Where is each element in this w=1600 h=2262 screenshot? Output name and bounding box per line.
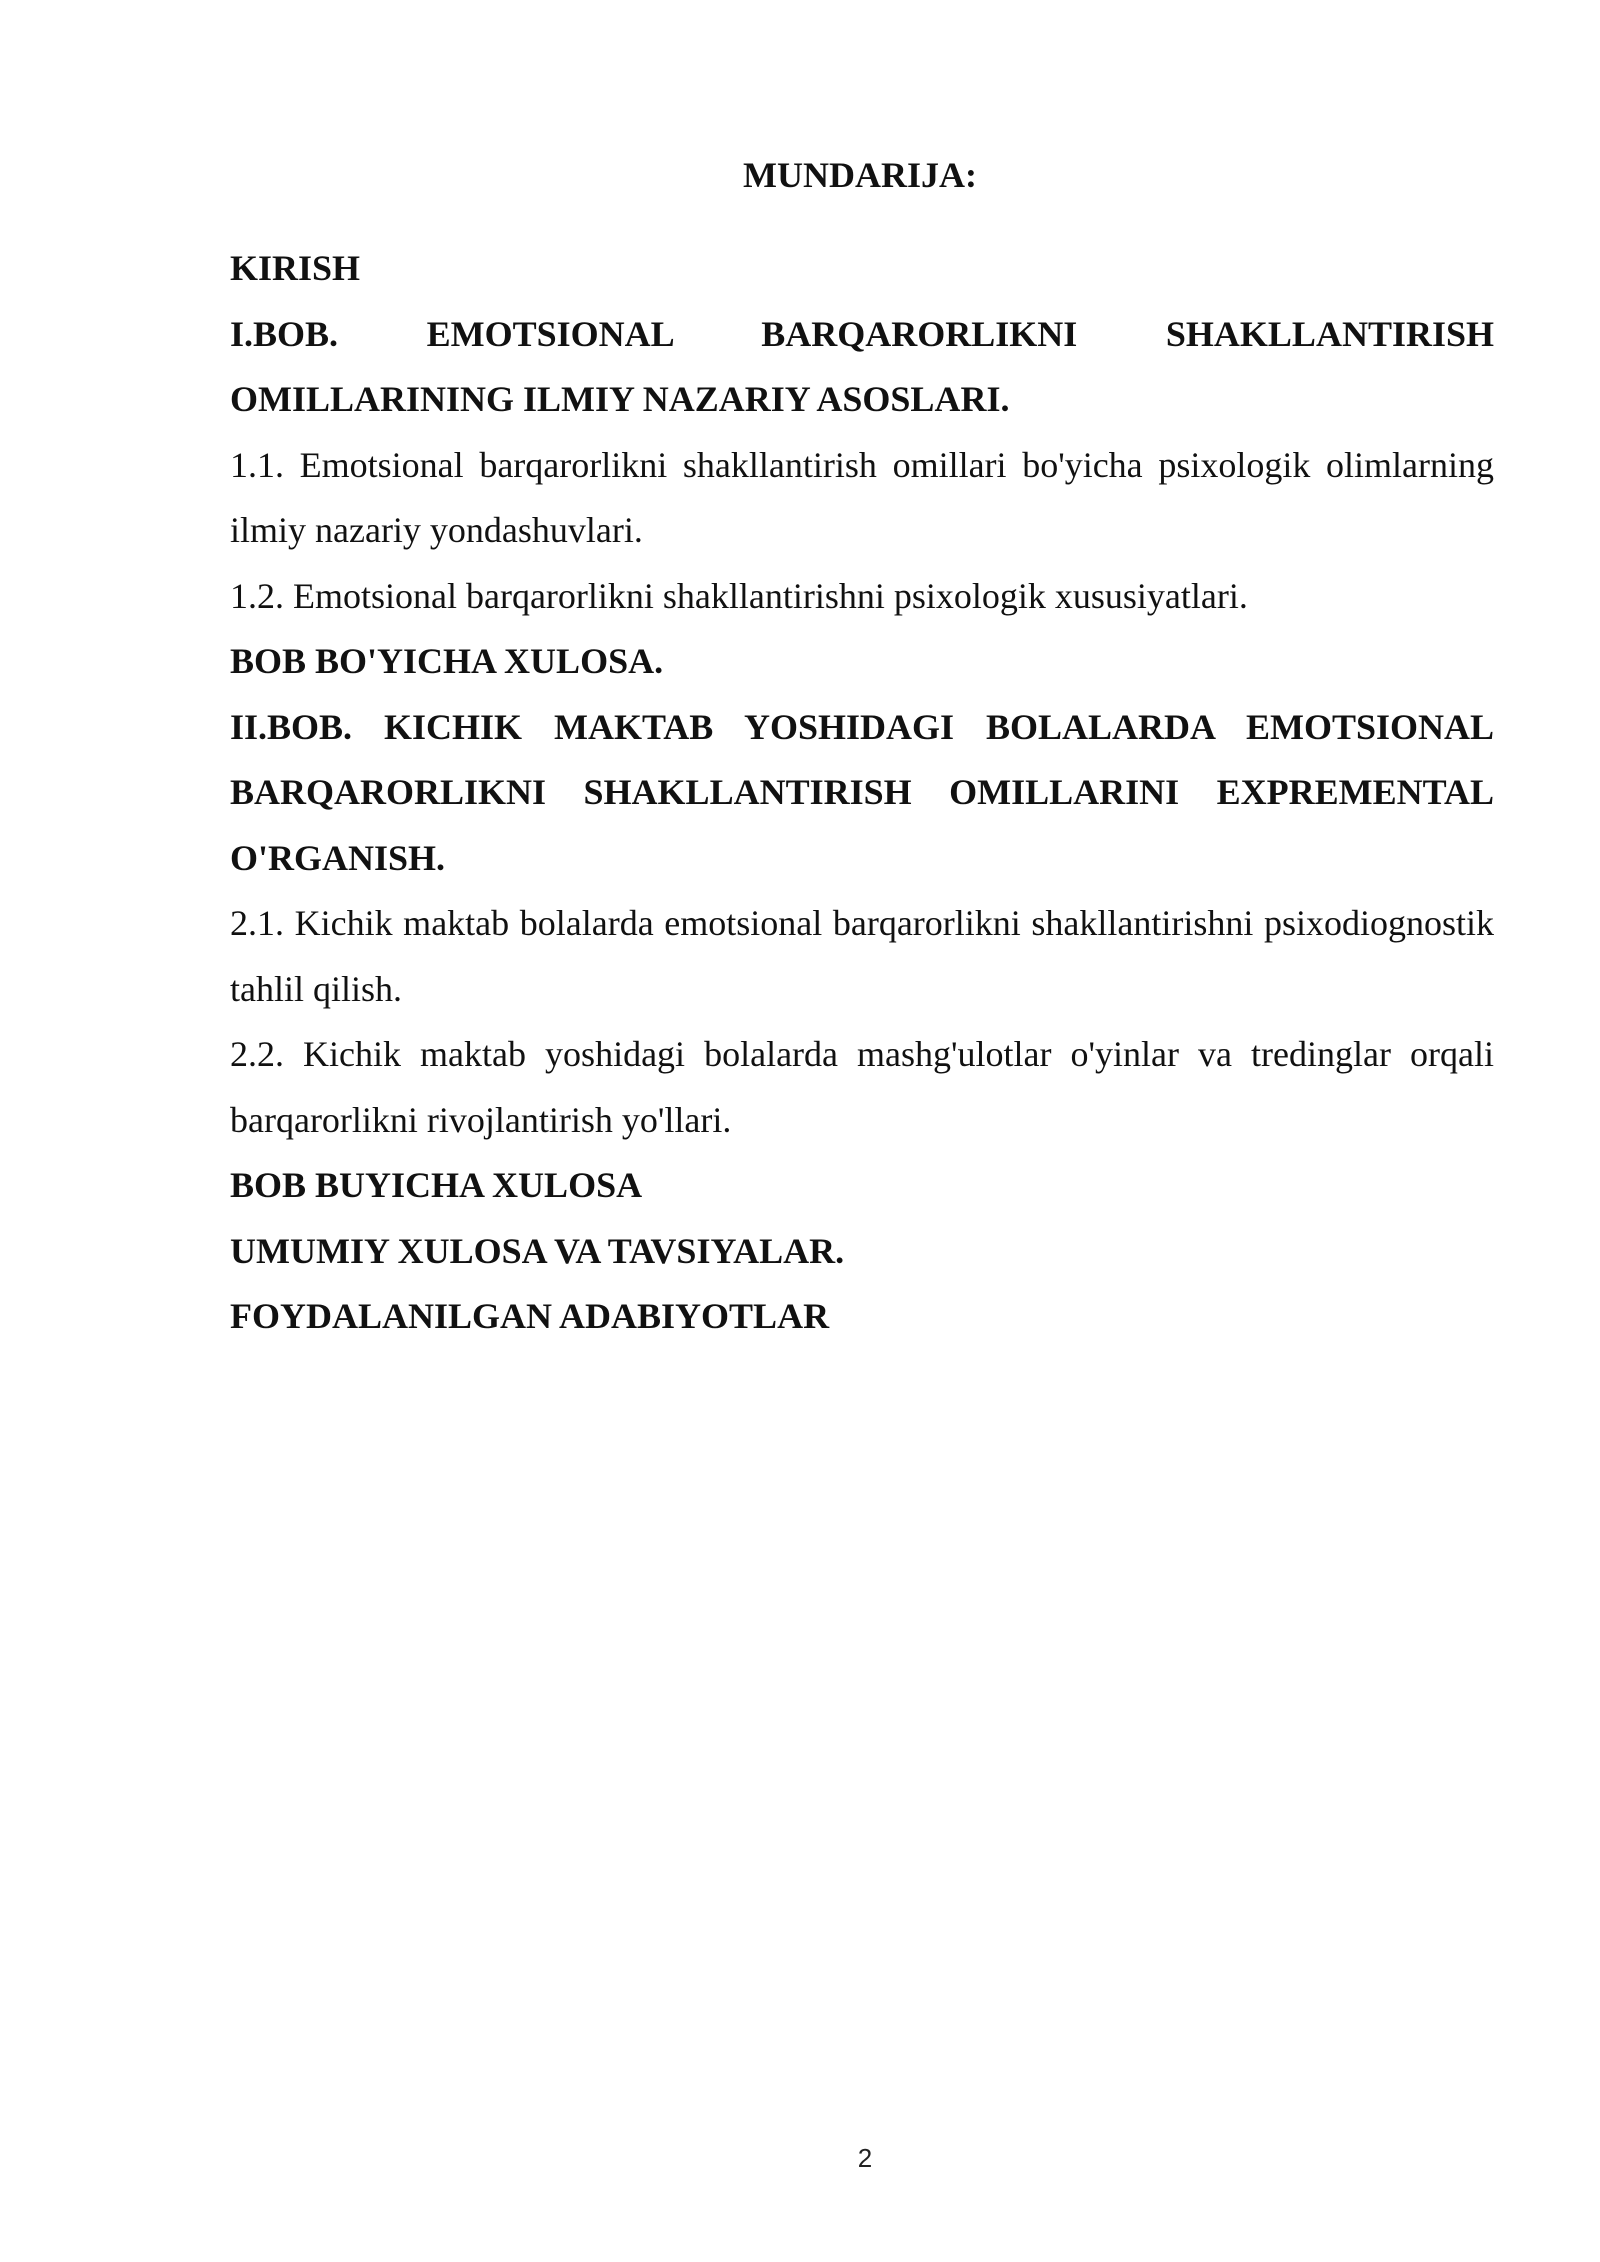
toc-entry-chapter-2-conclusion: BOB BUYICHA XULOSA bbox=[230, 1165, 643, 1205]
toc-entry-chapter-1-conclusion: BOB BO'YICHA XULOSA. bbox=[230, 641, 664, 681]
toc-entry-general-conclusion: UMUMIY XULOSA VA TAVSIYALAR. bbox=[230, 1230, 845, 1271]
toc-entry-introduction: KIRISH bbox=[230, 248, 361, 288]
toc-entry-section-2-2: 2.2. Kichik maktab yoshidagi bolalarda mashg'ulotlar o'yinlar va tredinglar orqali barqarorlikni rivojlantirish yo'llari. bbox=[230, 1034, 1494, 1140]
toc-entry-section-2-1: 2.1. Kichik maktab bolalarda emotsional barqarorlikni shakllantirishni psixodiognostik tahlil qilish. bbox=[230, 903, 1494, 1009]
page-title: MUNDARIJA: bbox=[743, 155, 977, 195]
page-number: 2 bbox=[857, 2143, 873, 2173]
toc-entry-chapter-2: II.BOB. KICHIK MAKTAB YOSHIDAGI BOLALARDA EMOTSIONAL BARQARORLIKNI SHAKLLANTIRISH OMILLARINI EXPREMENTAL O'RGANISH. bbox=[230, 706, 1494, 878]
table-of-contents bbox=[230, 236, 1494, 1350]
toc-entry-references: FOYDALANILGAN ADABIYOTLAR bbox=[230, 1296, 830, 1336]
toc-entry-chapter-1: I.BOB. EMOTSIONAL BARQARORLIKNI SHAKLLANTIRISH OMILLARINING ILMIY NAZARIY ASOSLARI. bbox=[230, 313, 1494, 419]
toc-entry-section-1-2: 1.2. Emotsional barqarorlikni shakllantirishni psixologik xususiyatlari. bbox=[230, 575, 1248, 616]
toc-entry-section-1-1: 1.1. Emotsional barqarorlikni shakllantirish omillari bo'yicha psixologik olimlarning ilmiy nazariy yondashuvlari. bbox=[230, 444, 1494, 550]
